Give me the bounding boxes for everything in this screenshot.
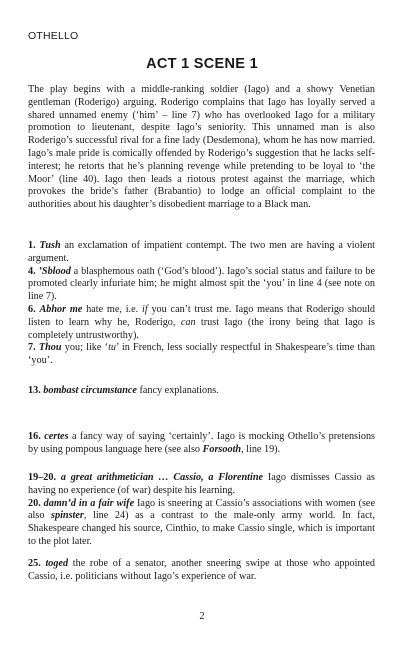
intro-paragraph bbox=[28, 84, 375, 212]
note-line-7 bbox=[28, 342, 375, 368]
intro-text: The play begins with a middle-ranking soldier (Iago) and a showy Venetian gentleman (Roderigo) arguing. Roderigo complains that Iago has loyally served a shared unnamed enemy (‘him’ – line 7) who has overlooked Iago for a military promotion to lieutenant, despite Iago’s seniority. This unnamed man is also Roderigo’s successful rival for a fine lady (Desdemona), whom he has now married. Iago’s male pride is comically offended by Roderigo’s suggestion that he lacks self-interest; he retorts that he’s planning revenge while pretending to be loyal to ‘the Moor’ (line 40). Iago then leads a riotous protest against the marriage, which provokes the bride’s father (Brabantio) to lodge an official complaint to the authorities about his daughter’s disobedient marriage to a Black man. bbox=[28, 84, 375, 211]
note-emphasis: if bbox=[141, 303, 148, 315]
note-line-6 bbox=[28, 304, 375, 342]
note-line-25 bbox=[28, 558, 375, 584]
note-ref: 4. bbox=[28, 265, 39, 277]
note-text: you; like ‘ bbox=[61, 342, 109, 354]
note-text: fancy explanations. bbox=[136, 385, 219, 396]
note-text: a fancy way of saying ‘certainly’. Iago is mocking Othello’s pretensions by using pompous language here (see also bbox=[28, 431, 376, 455]
note-line-13 bbox=[28, 385, 375, 398]
note-text: an exclamation of impatient contempt. The two men are having a violent argument. bbox=[28, 240, 375, 264]
note-ref: 19–20. bbox=[28, 472, 61, 483]
notes-group-1 bbox=[28, 240, 375, 368]
running-head: OTHELLO bbox=[28, 30, 79, 42]
note-text: trust Iago (the irony being that Iago is completely untrustworthy). bbox=[28, 316, 375, 341]
note-line-20 bbox=[28, 498, 375, 549]
notes-group-5 bbox=[28, 558, 375, 584]
note-term: damn’d in a fair wife bbox=[43, 497, 135, 509]
note-emphasis: can bbox=[180, 316, 196, 328]
note-term: Abhor me bbox=[39, 303, 83, 315]
note-text: ’ in French, less socially respectful in Shakespeare’s time than ‘you’. bbox=[28, 342, 376, 367]
note-emphasis: tu bbox=[108, 342, 116, 354]
note-term: Thou bbox=[38, 342, 62, 354]
note-ref: 20. bbox=[28, 497, 44, 509]
note-term: certes bbox=[44, 431, 69, 442]
note-ref: 1. bbox=[28, 240, 40, 251]
page-number: 2 bbox=[199, 611, 205, 622]
note-line-1 bbox=[28, 240, 375, 266]
note-line-19-20 bbox=[28, 472, 375, 498]
notes-group-4 bbox=[28, 472, 375, 549]
note-term: Forsooth bbox=[202, 443, 242, 455]
note-text: Iago is sneering at Cassio’s associations with women (see also bbox=[28, 497, 375, 522]
note-ref: 7. bbox=[28, 342, 39, 354]
note-text: , line 24) as a contrast to the male-only army world. In fact, Shakespeare changed his source, Cinthio, to make Cassio single, which is important to the plot later. bbox=[28, 510, 375, 547]
note-text: the robe of a senator, another sneering swipe at those who appointed Cassio, i.e. politicians without Iago’s experience of war. bbox=[28, 558, 376, 582]
note-term: ’Sblood bbox=[38, 265, 71, 277]
note-line-4 bbox=[28, 266, 375, 304]
note-ref: 6. bbox=[28, 303, 40, 315]
note-text: Iago dismisses Cassio as having no experience (of war) despite his learning. bbox=[28, 472, 375, 496]
notes-group-2 bbox=[28, 385, 375, 398]
note-term: spinster bbox=[51, 510, 84, 522]
note-ref: 16. bbox=[28, 431, 45, 442]
notes-group-3 bbox=[28, 431, 375, 457]
note-ref: 13. bbox=[28, 385, 44, 396]
note-text: you can’t trust me. Iago means that Roderigo should listen to learn why he, Roderigo, bbox=[28, 303, 375, 328]
note-term: bombast circumstance bbox=[43, 385, 137, 396]
note-term: toged bbox=[45, 558, 69, 569]
scene-title: ACT 1 SCENE 1 bbox=[146, 56, 258, 72]
note-text: , line 19). bbox=[241, 443, 281, 455]
note-line-16 bbox=[28, 431, 375, 457]
note-text: hate me, i.e. bbox=[82, 303, 142, 315]
note-term: a great arithmetician … Cassio, a Florentine bbox=[60, 472, 264, 483]
note-ref: 25. bbox=[28, 558, 46, 569]
note-term: Tush bbox=[39, 240, 61, 251]
note-text: a blasphemous oath (‘God’s blood’). Iago’s social status and failure to be promoted clearly infuriate him; he might almost spit the ‘you’ in line 4 (see note on line 7). bbox=[28, 265, 375, 303]
